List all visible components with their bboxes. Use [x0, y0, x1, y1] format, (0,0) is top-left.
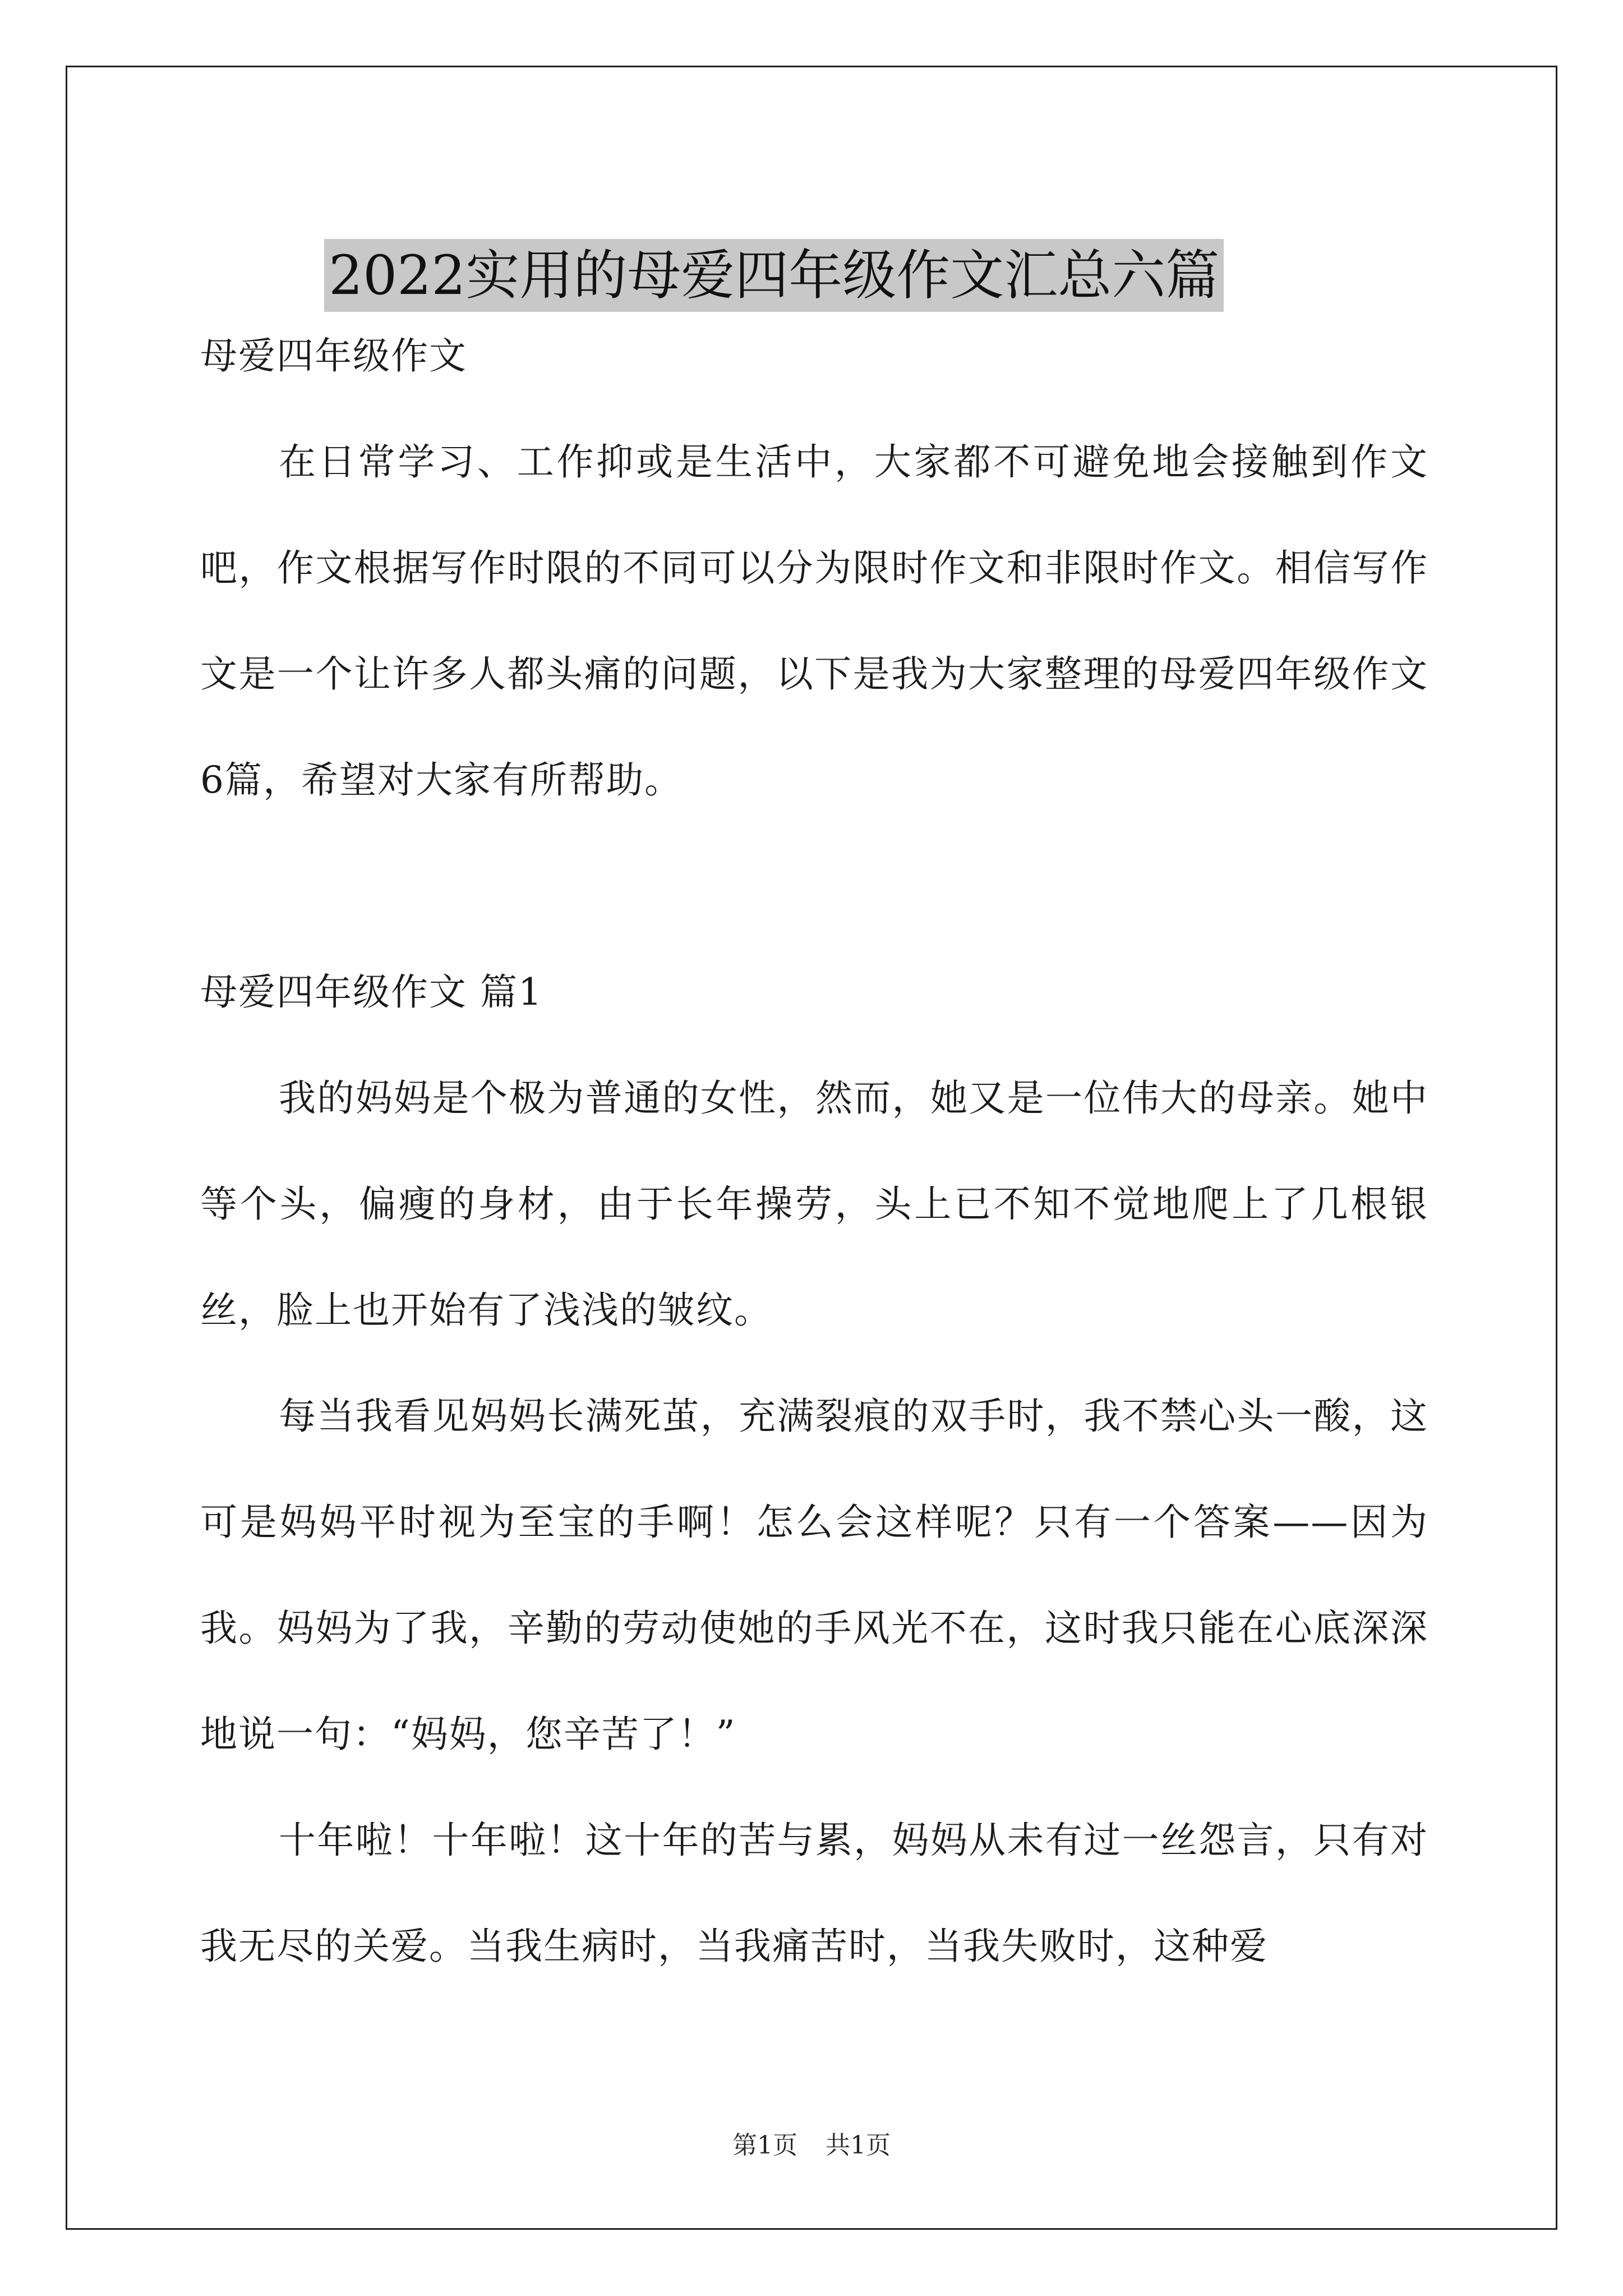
- section-heading-essay-1: 母爱四年级作文 篇1: [200, 970, 543, 1014]
- essay-1-paragraph-1: 我的妈妈是个极为普通的女性，然而，她又是一位伟大的母亲。她中等个头，偏瘦的身材，由于长年操劳，头上已不知不觉地爬上了几根银丝，脸上也开始有了浅浅的皱纹。: [200, 1076, 1428, 1332]
- section-heading-intro: 母爱四年级作文: [200, 334, 467, 378]
- page-number-total: 共1页: [826, 2131, 891, 2160]
- section-spacer: [200, 833, 1428, 939]
- document-title: 2022实用的母爱四年级作文汇总六篇: [324, 239, 1224, 312]
- page-number-current: 第1页: [732, 2131, 797, 2160]
- page-footer: [0, 2129, 1623, 2162]
- essay-1-paragraph-2: 每当我看见妈妈长满死茧，充满裂痕的双手时，我不禁心头一酸，这可是妈妈平时视为至宝的手啊！怎么会这样呢？只有一个答案——因为我。妈妈为了我，辛勤的劳动使她的手风光不在，这时我只能在心底深深地说一句：“妈妈，您辛苦了！”: [200, 1395, 1428, 1756]
- intro-paragraph: 在日常学习、工作抑或是生活中，大家都不可避免地会接触到作文吧，作文根据写作时限的不同可以分为限时作文和非限时作文。相信写作文是一个让许多人都头痛的问题，以下是我为大家整理的母爱四年级作文6篇，希望对大家有所帮助。: [200, 440, 1428, 802]
- document-body: [200, 303, 1428, 1999]
- essay-1-paragraph-3: 十年啦！十年啦！这十年的苦与累，妈妈从未有过一丝怨言，只有对我无尽的关爱。当我生病时，当我痛苦时，当我失败时，这种爱: [200, 1819, 1428, 1968]
